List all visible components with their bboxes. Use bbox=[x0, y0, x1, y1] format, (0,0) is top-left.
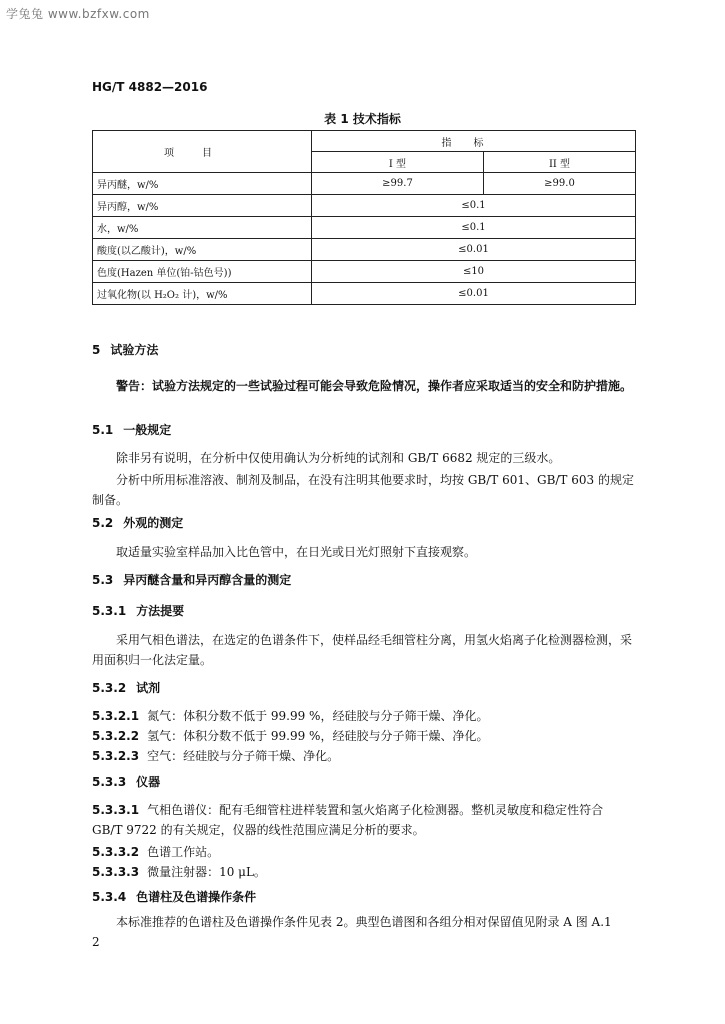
table-row bbox=[93, 217, 636, 239]
section-5-3-4-para: 本标准推荐的色谱柱及色谱操作条件见表 2。典型色谱图和各组分相对保留值见附录 A 图 A.1 bbox=[116, 915, 612, 929]
table-header-row bbox=[93, 131, 636, 152]
grade2-header: II 型 bbox=[484, 152, 636, 173]
row-item: 水，w/% bbox=[93, 217, 312, 239]
row-value: ≤10 bbox=[312, 261, 636, 283]
page-number: 2 bbox=[92, 935, 100, 949]
section-5-2-para: 取适量实验室样品加入比色管中，在日光或日光灯照射下直接观察。 bbox=[116, 545, 477, 559]
table-row bbox=[93, 173, 636, 195]
section-5-2-heading: 5.2 外观的测定 bbox=[92, 516, 184, 530]
grade1-header: I 型 bbox=[312, 152, 484, 173]
section-5-1-heading: 5.1 一般规定 bbox=[92, 423, 172, 437]
standard-code: HG/T 4882—2016 bbox=[92, 80, 208, 94]
watermark: 学兔兔 www.bzfxw.com bbox=[6, 7, 150, 21]
table-row bbox=[93, 261, 636, 283]
section-5-3-2-2: 5.3.2.2 氢气：体积分数不低于 99.99 %，经硅胶与分子筛干燥、净化。 bbox=[92, 729, 489, 743]
section-5-3-2-3: 5.3.2.3 空气：经硅胶与分子筛干燥、净化。 bbox=[92, 749, 340, 763]
row-value-grade1: ≥99.7 bbox=[312, 173, 484, 195]
row-value: ≤0.01 bbox=[312, 283, 636, 305]
row-item: 异丙醇，w/% bbox=[93, 195, 312, 217]
section-5-3-3-2: 5.3.3.2 色谱工作站。 bbox=[92, 845, 220, 859]
row-value: ≤0.1 bbox=[312, 217, 636, 239]
spec-table bbox=[92, 130, 636, 305]
section-5-3-3-heading: 5.3.3 仪器 bbox=[92, 775, 161, 789]
section-5-heading: 5 试验方法 bbox=[92, 343, 159, 357]
section-5-3-2-heading: 5.3.2 试剂 bbox=[92, 681, 161, 695]
row-value-grade2: ≥99.0 bbox=[484, 173, 636, 195]
section-5-1-para-2: 分析中所用标准溶液、制剂及制品，在没有注明其他要求时，均按 GB/T 601、GB/T 603 的规定制备。 bbox=[92, 473, 634, 507]
section-5-3-2-1: 5.3.2.1 氮气：体积分数不低于 99.99 %，经硅胶与分子筛干燥、净化。 bbox=[92, 709, 489, 723]
table-row bbox=[93, 283, 636, 305]
row-value: ≤0.1 bbox=[312, 195, 636, 217]
table-title: 表 1 技术指标 bbox=[324, 112, 401, 126]
table-row bbox=[93, 239, 636, 261]
section-5-3-heading: 5.3 异丙醚含量和异丙醇含量的测定 bbox=[92, 573, 292, 587]
row-item: 过氧化物(以 H₂O₂ 计)，w/% bbox=[93, 283, 312, 305]
row-item: 异丙醚，w/% bbox=[93, 173, 312, 195]
row-item: 酸度(以乙酸计)，w/% bbox=[93, 239, 312, 261]
section-5-3-3-1: 5.3.3.1 气相色谱仪：配有毛细管柱进样装置和氢火焰离子化检测器。整机灵敏度和稳定性符合 GB/T 9722 的有关规定，仪器的线性范围应满足分析的要求。 bbox=[92, 803, 604, 837]
section-5-3-1-heading: 5.3.1 方法提要 bbox=[92, 604, 185, 618]
indicator-header: 指标 bbox=[312, 131, 636, 152]
section-5-3-3-3: 5.3.3.3 微量注射器：10 μL。 bbox=[92, 865, 266, 879]
section-5-3-1-para: 采用气相色谱法，在选定的色谱条件下，使样品经毛细管柱分离，用氢火焰离子化检测器检测，采用面积归一化法定量。 bbox=[92, 633, 633, 667]
warning-paragraph: 警告：试验方法规定的一些试验过程可能会导致危险情况，操作者应采取适当的安全和防护措施。 bbox=[116, 379, 633, 393]
item-header: 项目 bbox=[93, 131, 312, 173]
row-value: ≤0.01 bbox=[312, 239, 636, 261]
row-item: 色度(Hazen 单位(铂-钴色号)) bbox=[93, 261, 312, 283]
section-5-1-para-1: 除非另有说明，在分析中仅使用确认为分析纯的试剂和 GB/T 6682 规定的三级水。 bbox=[116, 451, 561, 465]
section-5-3-4-heading: 5.3.4 色谱柱及色谱操作条件 bbox=[92, 890, 257, 904]
table-row bbox=[93, 195, 636, 217]
